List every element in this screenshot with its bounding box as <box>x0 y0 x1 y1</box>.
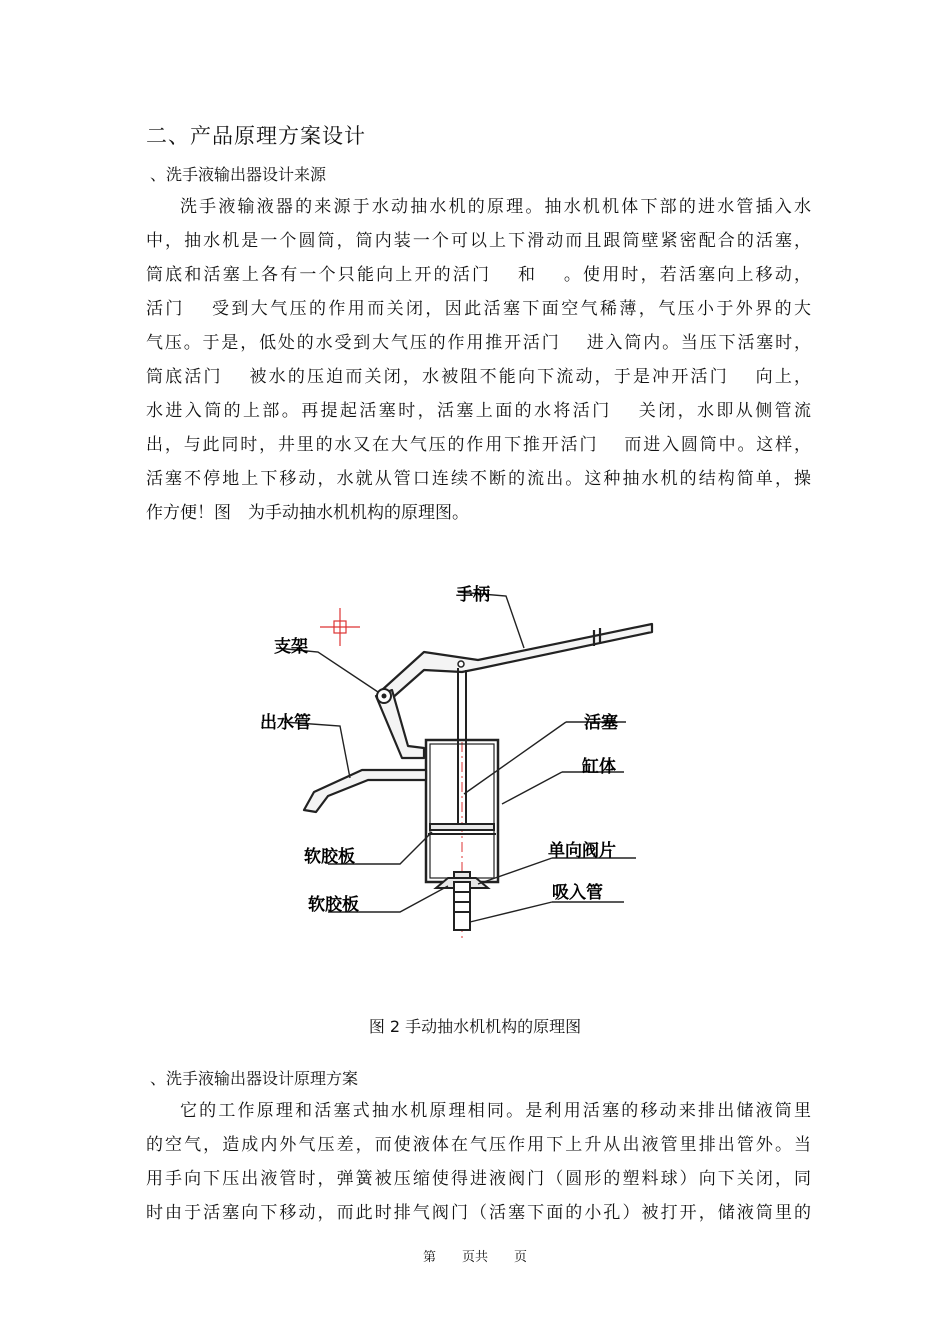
label-check-valve: 单向阀片 <box>548 841 616 861</box>
suction-pipe <box>454 882 470 930</box>
subsection-heading-scheme: 、洗手液输出器设计原理方案 <box>150 1069 359 1088</box>
page-footer: 第 页共 页 <box>422 1250 527 1265</box>
figure-caption: 图 2 手动抽水机机构的原理图 <box>368 1017 582 1036</box>
paragraph-line: 洗手液输液器的来源于水动抽水机的原理。抽水机机体下部的进水管插入水 <box>180 197 811 217</box>
label-rubber-plate-1: 软胶板 <box>304 847 355 867</box>
section-title: 二、产品原理方案设计 <box>146 124 366 148</box>
label-piston: 活塞 <box>584 713 618 733</box>
crosshair-mark <box>320 608 360 646</box>
label-outlet: 出水管 <box>260 713 311 733</box>
paragraph-line: 中，抽水机是一个圆筒，筒内装一个可以上下滑动而且跟筒壁紧密配合的活塞， <box>146 231 811 251</box>
paragraph-line: 作方便！图 为手动抽水机机构的原理图。 <box>146 503 469 523</box>
label-rubber-plate-2: 软胶板 <box>308 895 359 915</box>
label-suction-pipe: 吸入管 <box>552 883 603 903</box>
label-cylinder: 缸体 <box>582 757 616 777</box>
paragraph-principle-source <box>146 190 811 530</box>
pump-diagram <box>232 572 712 952</box>
outlet-spout <box>304 770 426 812</box>
paragraph-line: 气压。于是，低处的水受到大气压的作用推开活门 进入筒内。当压下活塞时， <box>146 333 811 353</box>
paragraph-line: 活门 受到大气压的作用而关闭，因此活塞下面空气稀薄，气压小于外界的大 <box>146 299 811 319</box>
piston-disk <box>428 824 496 834</box>
paragraph-line: 的空气，造成内外气压差，而使液体在气压作用下上升从出液管里排出管外。当 <box>146 1135 811 1155</box>
subsection-heading-source: 、洗手液输出器设计来源 <box>150 165 327 184</box>
paragraph-line: 活塞不停地上下移动，水就从管口连续不断的流出。这种抽水机的结构简单，操 <box>146 469 811 489</box>
paragraph-line: 用手向下压出液管时，弹簧被压缩使得进液阀门（圆形的塑料球）向下关闭，同 <box>146 1169 811 1189</box>
label-bracket: 支架 <box>274 637 308 657</box>
paragraph-line: 水进入筒的上部。再提起活塞时，活塞上面的水将活门 关闭，水即从侧管流 <box>146 401 811 421</box>
handle-pivot <box>458 661 464 667</box>
paragraph-line: 出，与此同时，井里的水又在大气压的作用下推开活门 而进入圆筒中。这样， <box>146 435 811 455</box>
paragraph-line: 它的工作原理和活塞式抽水机原理相同。是利用活塞的移动来排出储液筒里 <box>180 1101 811 1121</box>
paragraph-line: 筒底活门 被水的压迫而关闭，水被阻不能向下流动，于是冲开活门 向上， <box>146 367 811 387</box>
paragraph-principle-scheme <box>146 1094 811 1230</box>
handle-lever <box>382 624 652 700</box>
paragraph-line: 时由于活塞向下移动，而此时排气阀门（活塞下面的小孔）被打开，储液筒里的 <box>146 1203 811 1223</box>
label-handle: 手柄 <box>456 585 490 605</box>
paragraph-line: 筒底和活塞上各有一个只能向上开的活门 和 。使用时，若活塞向上移动， <box>146 265 811 285</box>
